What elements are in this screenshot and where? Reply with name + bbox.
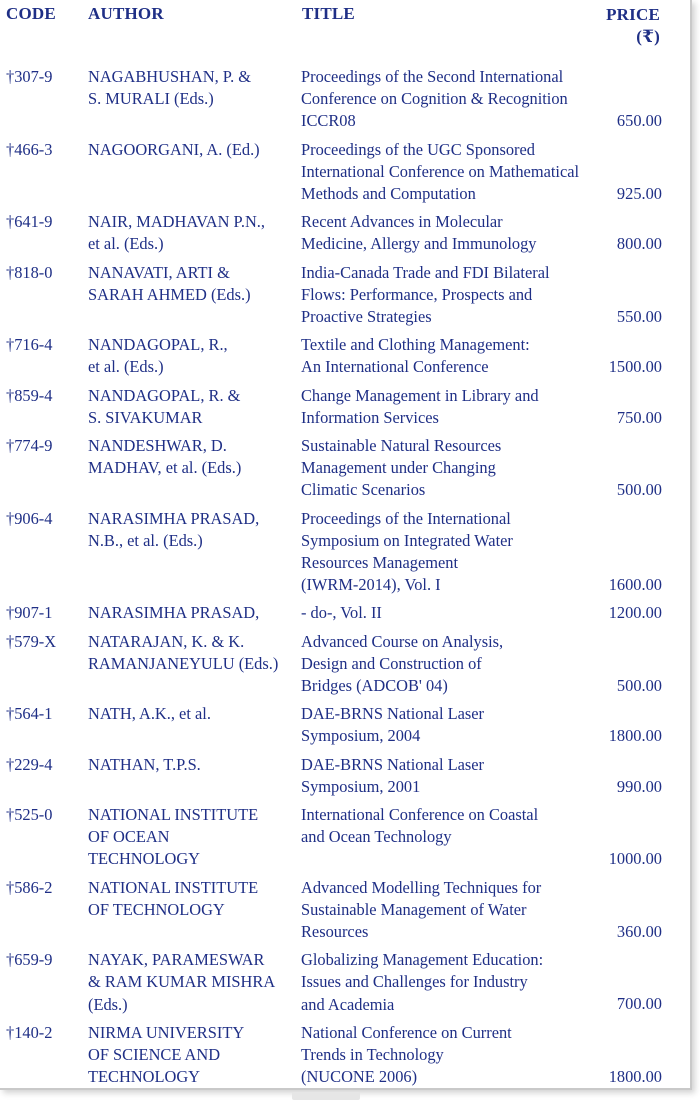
row-author: NATARAJAN, K. & K. RAMANJANEYULU (Eds.) (88, 631, 279, 673)
table-row (0, 262, 690, 329)
row-title: Sustainable Natural Resources Management under Changing Climatic Scenarios (301, 435, 502, 500)
row-author: NANDESHWAR, D. MADHAV, et al. (Eds.) (88, 435, 242, 478)
table-row (0, 949, 690, 1016)
row-author: NAYAK, PARAMESWAR & RAM KUMAR MISHRA (Eds.) (88, 950, 276, 1014)
row-title: Recent Advances in Molecular Medicine, Allergy and Immunology (301, 212, 537, 254)
page-shadow-tab (292, 1092, 360, 1100)
row-price: 500.00 (616, 480, 662, 500)
row-author: NATHAN, T.P.S. (88, 754, 201, 774)
row-price: 500.00 (616, 675, 662, 695)
row-title: Proceedings of the Second International Conference on Cognition & Recognition ICCR08 (301, 67, 568, 131)
row-code: †525-0 (6, 804, 53, 824)
table-row (0, 631, 690, 698)
row-title: Proceedings of the International Symposium on Integrated Water Resources Management (IWRM-2014), Vol. I (301, 508, 513, 595)
row-price: 925.00 (616, 183, 662, 203)
table-row (0, 877, 690, 944)
table-row (0, 385, 690, 429)
row-price: 700.00 (616, 994, 662, 1014)
row-author: NATIONAL INSTITUTE OF OCEAN TECHNOLOGY (88, 804, 259, 869)
table-row (0, 211, 690, 255)
currency-label: (₹) (636, 27, 660, 46)
row-author: NANAVATI, ARTI & SARAH AHMED (Eds.) (88, 262, 251, 304)
row-price: 990.00 (616, 776, 662, 796)
row-code: †586-2 (6, 877, 53, 897)
row-code: †229-4 (6, 754, 53, 774)
row-price: 1800.00 (608, 1067, 662, 1087)
column-header-price (580, 4, 660, 48)
row-title: Advanced Modelling Techniques for Sustainable Management of Water Resources (301, 877, 542, 941)
row-price: 750.00 (616, 407, 662, 427)
row-title: Textile and Clothing Management: An International Conference (301, 335, 530, 377)
row-author: NATH, A.K., et al. (88, 704, 211, 724)
row-code: †659-9 (6, 950, 53, 970)
catalog-table (0, 66, 690, 1094)
row-code: †140-2 (6, 1022, 53, 1042)
row-code: †907-1 (6, 603, 53, 623)
row-code: †564-1 (6, 704, 53, 724)
row-code: †859-4 (6, 385, 53, 405)
row-code: †307-9 (6, 67, 53, 86)
table-row (0, 703, 690, 747)
row-title: - do-, Vol. II (301, 603, 382, 623)
row-code: †774-9 (6, 435, 53, 455)
row-author: NAIR, MADHAVAN P.N., et al. (Eds.) (88, 212, 265, 254)
table-row (0, 602, 690, 624)
table-row (0, 508, 690, 597)
row-code: †579-X (6, 631, 57, 651)
row-title: National Conference on Current Trends in Technology (NUCONE 2006) (301, 1022, 512, 1087)
row-title: Change Management in Library and Information Services (301, 385, 539, 427)
row-price: 650.00 (616, 111, 662, 131)
row-author: NIRMA UNIVERSITY OF SCIENCE AND TECHNOLOGY (88, 1022, 245, 1087)
table-row (0, 435, 690, 502)
row-code: †466-3 (6, 139, 53, 159)
table-row (0, 66, 690, 133)
row-price: 1800.00 (608, 726, 662, 746)
table-row (0, 334, 690, 378)
column-header-title: TITLE (302, 4, 355, 23)
row-title: DAE-BRNS National Laser Symposium, 2001 (301, 754, 484, 796)
row-price: 1500.00 (608, 357, 662, 377)
row-author: NANDAGOPAL, R. & S. SIVAKUMAR (88, 385, 241, 427)
row-price: 550.00 (616, 306, 662, 326)
row-title: India-Canada Trade and FDI Bilateral Flows: Performance, Prospects and Proactive Strategies (301, 262, 550, 326)
row-code: †716-4 (6, 335, 53, 355)
row-price: 360.00 (616, 921, 662, 941)
table-row (0, 1022, 690, 1089)
row-price: 1600.00 (608, 575, 662, 595)
row-author: NATIONAL INSTITUTE OF TECHNOLOGY (88, 877, 259, 919)
table-row (0, 804, 690, 871)
row-code: †818-0 (6, 262, 53, 282)
row-title: International Conference on Coastal and Ocean Technology (301, 804, 539, 847)
column-header-code: CODE (6, 4, 56, 23)
row-title: Globalizing Management Education: Issues and Challenges for Industry and Academia (301, 950, 544, 1014)
row-price: 1200.00 (608, 603, 662, 623)
row-title: Proceedings of the UGC Sponsored International Conference on Mathematical Methods and Computation (301, 139, 580, 203)
row-code: †906-4 (6, 508, 53, 528)
table-row (0, 754, 690, 798)
table-row (0, 139, 690, 206)
row-author: NAGABHUSHAN, P. & S. MURALI (Eds.) (88, 67, 252, 109)
row-title: Advanced Course on Analysis, Design and Construction of Bridges (ADCOB' 04) (301, 631, 504, 695)
column-header-author: AUTHOR (88, 4, 164, 23)
row-code: †641-9 (6, 212, 53, 232)
row-author: NAGOORGANI, A. (Ed.) (88, 139, 260, 159)
price-label: PRICE (606, 5, 660, 24)
row-title: DAE-BRNS National Laser Symposium, 2004 (301, 704, 484, 746)
row-author: NARASIMHA PRASAD, (88, 603, 260, 623)
row-price: 800.00 (616, 234, 662, 254)
row-price: 1000.00 (608, 849, 662, 869)
row-author: NANDAGOPAL, R., et al. (Eds.) (88, 335, 228, 377)
row-author: NARASIMHA PRASAD, N.B., et al. (Eds.) (88, 508, 260, 550)
